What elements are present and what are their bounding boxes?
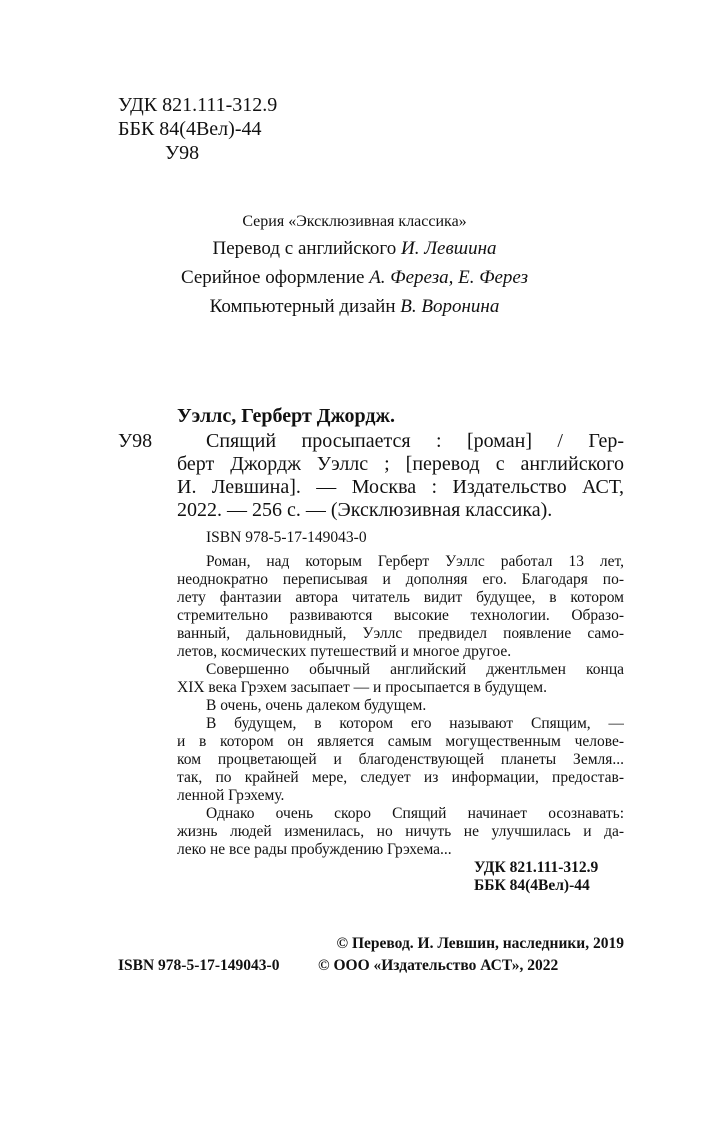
design-label: Серийное оформление: [180, 267, 365, 288]
annotation-bbk: ББК 84(4Вел)-44: [474, 877, 590, 894]
annotation-line: так, по крайней мере, следует из информации, предостав-: [177, 769, 624, 786]
bbk-code: ББК 84(4Вел)-44: [118, 118, 262, 140]
computer-design-credit: [0, 296, 709, 318]
annotation-line: ком процветающей и благоденствующей планеты Земля...: [177, 751, 624, 768]
copyright-translation: © Перевод. И. Левшин, наследники, 2019: [336, 935, 624, 952]
design-credit: [0, 267, 709, 289]
biblio-line: 2022. — 256 с. — (Эксклюзивная классика).: [177, 499, 553, 521]
annotation-line: леко не все рады пробуждению Грэхема...: [177, 841, 452, 858]
annotation-line: ленной Грэхему.: [177, 787, 285, 804]
biblio-line: И. Левшина]. — Москва : Издательство АСТ,: [177, 476, 624, 498]
annotation-line: стремительно развиваются высокие технологии. Образо-: [177, 607, 624, 624]
biblio-line: Спящий просыпается : [роман] / Гер-: [206, 430, 624, 452]
annotation-line: Роман, над которым Герберт Уэллс работал 13 лет,: [206, 553, 624, 570]
biblio-author-mark: У98: [118, 430, 153, 452]
computer-design-label: Компьютерный дизайн: [209, 296, 396, 317]
annotation-line: Совершенно обычный английский джентльмен конца: [206, 661, 624, 678]
series-line: Серия «Эксклюзивная классика»: [242, 213, 467, 230]
annotation-udk: УДК 821.111-312.9: [474, 859, 599, 876]
footer-isbn: ISBN 978-5-17-149043-0: [118, 957, 280, 974]
translation-credit: [0, 238, 709, 260]
annotation-line: и в котором он является самым могущественным челове-: [177, 733, 624, 750]
computer-designer-name: В. Воронина: [400, 296, 500, 317]
author-mark: У98: [165, 142, 200, 164]
designer-names: А. Фереза, Е. Ферез: [369, 267, 529, 288]
biblio-line: берт Джордж Уэллс ; [перевод с английского: [177, 453, 624, 475]
author-heading: Уэллс, Герберт Джордж.: [177, 405, 396, 427]
annotation-line: летов, космических путешествий и многое другое.: [177, 643, 512, 660]
annotation-line: XIX века Грэхем засыпает — и просыпается в будущем.: [177, 679, 547, 696]
annotation-line: лету фантазии автора читатель видит будущее, в котором: [177, 589, 624, 606]
udk-code: УДК 821.111-312.9: [118, 94, 278, 116]
annotation-line: неоднократно переписывая и дополняя его. Благодаря по-: [177, 571, 624, 588]
annotation-line: жизнь людей изменилась, но ничуть не улучшилась и да-: [177, 823, 624, 840]
translation-label: Перевод с английского: [212, 238, 397, 259]
translator-name: И. Левшина: [400, 238, 497, 259]
annotation-line: В очень, очень далеком будущем.: [206, 697, 427, 714]
annotation-line: В будущем, в котором его называют Спящим, —: [206, 715, 624, 732]
annotation-line: Однако очень скоро Спящий начинает осознавать:: [206, 805, 624, 822]
copyright-publisher: © ООО «Издательство АСТ», 2022: [318, 957, 559, 974]
annotation-line: ванный, дальновидный, Уэллс предвидел появление само-: [177, 625, 624, 642]
biblio-isbn: ISBN 978-5-17-149043-0: [206, 529, 367, 546]
